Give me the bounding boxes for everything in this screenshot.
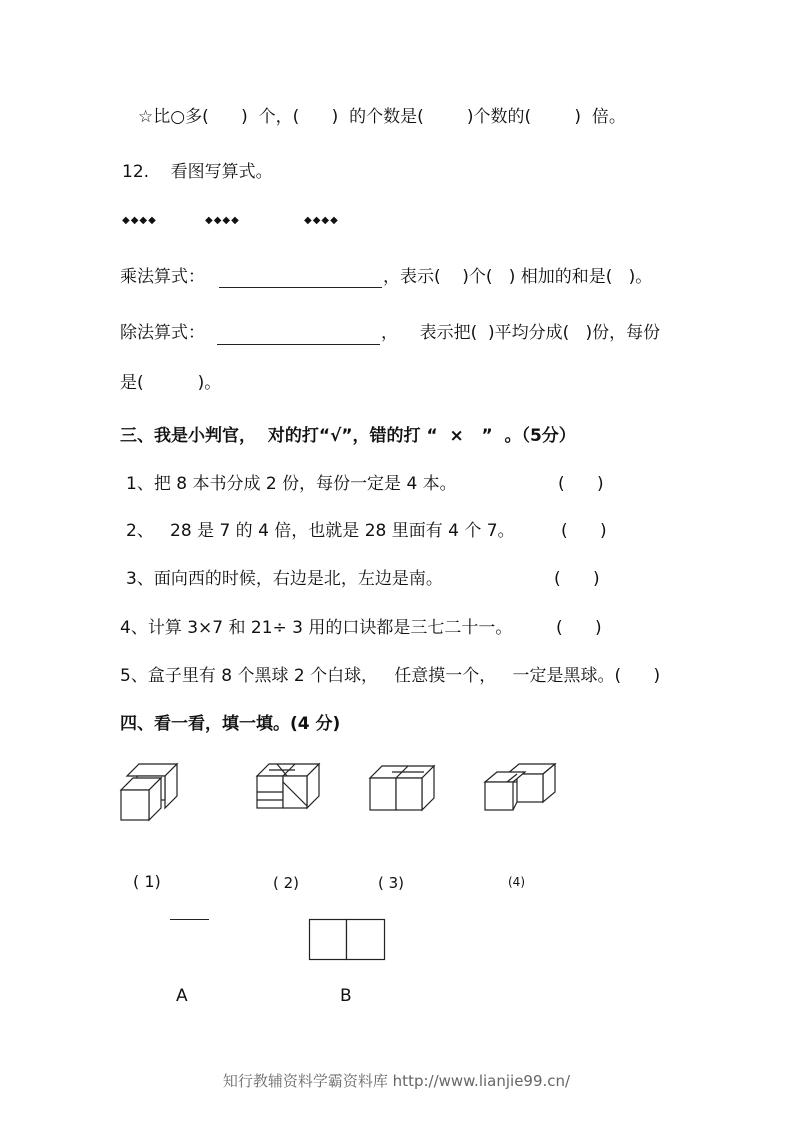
judge-item-4: 4、计算 3×7 和 21÷ 3 用的口诀都是三七二十一。 [120, 618, 513, 638]
judge-item-3: 3、面向西的时候，右边是北，左边是南。 [126, 569, 443, 589]
division-answer-line[interactable] [217, 344, 380, 345]
question-12-title: 12. 看图写算式。 [122, 162, 273, 182]
cube-figure-3 [368, 762, 438, 812]
multiplication-answer-line[interactable] [219, 287, 382, 288]
section-3-heading: 三、我是小判官， 对的打“√”，错的打 “ × ” 。（5分） [120, 426, 576, 446]
cube-figure-2 [255, 762, 327, 810]
multiplication-label: 乘法算式： [120, 267, 205, 287]
division-description-continued: 是( )。 [120, 373, 222, 393]
question-11-text: ☆比○多( ) 个，( ) 的个数是( )个数的( ) 倍。 [138, 107, 626, 127]
judge-item-1: 1、把 8 本书分成 2 份，每份一定是 4 本。 [126, 474, 457, 494]
figure-label-3: ( 3) [378, 874, 405, 892]
judge-item-2-answer[interactable]: ( ) [561, 521, 607, 541]
judge-item-3-answer[interactable]: ( ) [554, 569, 600, 589]
view-label-b: B [340, 986, 352, 1006]
division-description: ， 表示把( )平均分成( )份，每份 [381, 323, 661, 343]
figure-label-2: ( 2) [273, 874, 300, 892]
view-a-shape [170, 919, 209, 920]
judge-item-1-answer[interactable]: ( ) [558, 474, 604, 494]
page-footer: 知行教辅资料学霸资料库 http://www.lianjie99.cn/ [222, 1072, 571, 1090]
division-label: 除法算式： [120, 323, 205, 343]
section-4-heading: 四、看一看，填一填。(4 分) [120, 714, 341, 734]
cube-figure-1 [119, 762, 181, 822]
diamond-group-1: ◆◆◆◆ [122, 215, 157, 226]
diamond-group-3: ◆◆◆◆ [304, 215, 339, 226]
figure-label-4: (4) [508, 875, 525, 889]
view-b-shape [309, 919, 386, 961]
judge-item-4-answer[interactable]: ( ) [556, 618, 602, 638]
judge-item-5: 5、盒子里有 8 个黑球 2 个白球， 任意摸一个， 一定是黑球。( ) [120, 666, 661, 686]
diamond-group-2: ◆◆◆◆ [205, 215, 240, 226]
judge-item-2: 2、 28 是 7 的 4 倍，也就是 28 里面有 4 个 7。 [126, 521, 515, 541]
multiplication-description: ，表示( )个( ) 相加的和是( )。 [383, 267, 653, 287]
view-label-a: A [176, 986, 188, 1006]
cube-figure-4 [483, 762, 559, 814]
figure-label-1: ( 1) [133, 872, 161, 891]
